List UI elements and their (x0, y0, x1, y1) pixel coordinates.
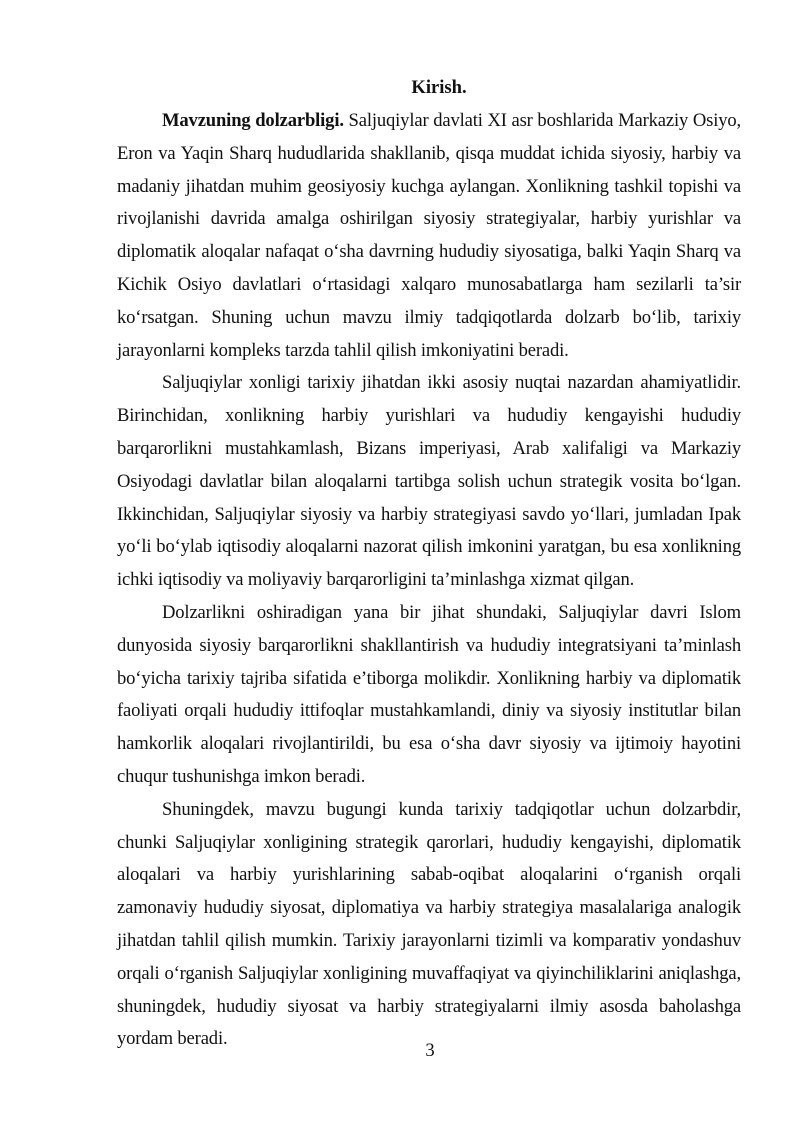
paragraph-text: Saljuqiylar davlati XI asr boshlarida Markaziy Osiyo, Eron va Yaqin Sharq hududlarida shakllanib, qisqa muddat ichida siyosiy, harbiy va madaniy jihatdan muhim geosiyosiy kuchga aylangan. Xonlikning tashkil topishi va rivojlanishi davrida amalga oshirilgan siyosiy strategiyalar, harbiy yurishlar va diplomatik aloqalar nafaqat o‘sha davrning hududiy siyosatiga, balki Yaqin Sharq va Kichik Osiyo davlatlari o‘rtasidagi xalqaro munosabatlarga ham sezilarli ta’sir ko‘rsatgan. Shuning uchun mavzu ilmiy tadqiqotlarda dolzarb bo‘lib, tarixiy jarayonlarni kompleks tarzda tahlil qilish imkoniyatini beradi. (117, 110, 742, 361)
paragraph-significance (117, 367, 741, 597)
paragraph-text: Saljuqiylar xonligi tarixiy jihatdan ikki asosiy nuqtai nazardan ahamiyatlidir. Birinchidan, xonlikning harbiy yurishlari va hududiy kengayishi hududiy barqarorlikni mustahkamlash, Bizans imperiyasi, Arab xalifaligi va Markaziy Osiyodagi davlatlar bilan aloqalarni tartibga solish uchun strategik vosita bo‘lgan. Ikkinchidan, Saljuqiylar siyosiy va harbiy strategiyasi savdo yo‘llari, jumladan Ipak yo‘li bo‘ylab iqtisodiy aloqalarni nazorat qilish imkonini yaratgan, bu esa xonlikning ichki iqtisodiy va moliyaviy barqarorligini ta’minlashga xizmat qilgan. (117, 372, 741, 591)
paragraph-relevance (117, 105, 741, 367)
paragraph-lead: Mavzuning dolzarbligi. (162, 110, 344, 131)
paragraph-modern-relevance (117, 794, 741, 1056)
page-number: 3 (425, 1040, 435, 1061)
document-page (117, 72, 741, 1056)
paragraph-text: Dolzarlikni oshiradigan yana bir jihat shundaki, Saljuqiylar davri Islom dunyosida siyosiy barqarorlikni shakllantirish va hududiy integratsiyani ta’minlash bo‘yicha tarixiy tajriba sifatida e’tiborga molikdir. Xonlikning harbiy va diplomatik faoliyati orqali hududiy ittifoqlar mustahkamlandi, diniy va siyosiy institutlar bilan hamkorlik aloqalari rivojlantirildi, bu esa o‘sha davr siyosiy va ijtimoiy hayotini chuqur tushunishga imkon beradi. (117, 601, 741, 787)
paragraph-text: Shuningdek, mavzu bugungi kunda tarixiy tadqiqotlar uchun dolzarbdir, chunki Saljuqiylar xonligining strategik qarorlari, hududiy kengayishi, diplomatik aloqalari va harbiy yurishlarining sabab-oqibat aloqalarini o‘rganish orqali zamonaviy hududiy siyosat, diplomatiya va harbiy strategiya masalalariga analogik jihatdan tahlil qilish mumkin. Tarixiy jarayonlarni tizimli va komparativ yondashuv orqali o‘rganish Saljuqiylar xonligining muvaffaqiyat va qiyinchiliklarini aniqlashga, shuningdek, hududiy siyosat va harbiy strategiyalarni ilmiy asosda baholashga yordam beradi. (117, 798, 741, 1050)
section-title: Kirish. (411, 77, 467, 98)
paragraph-stability (117, 597, 741, 794)
